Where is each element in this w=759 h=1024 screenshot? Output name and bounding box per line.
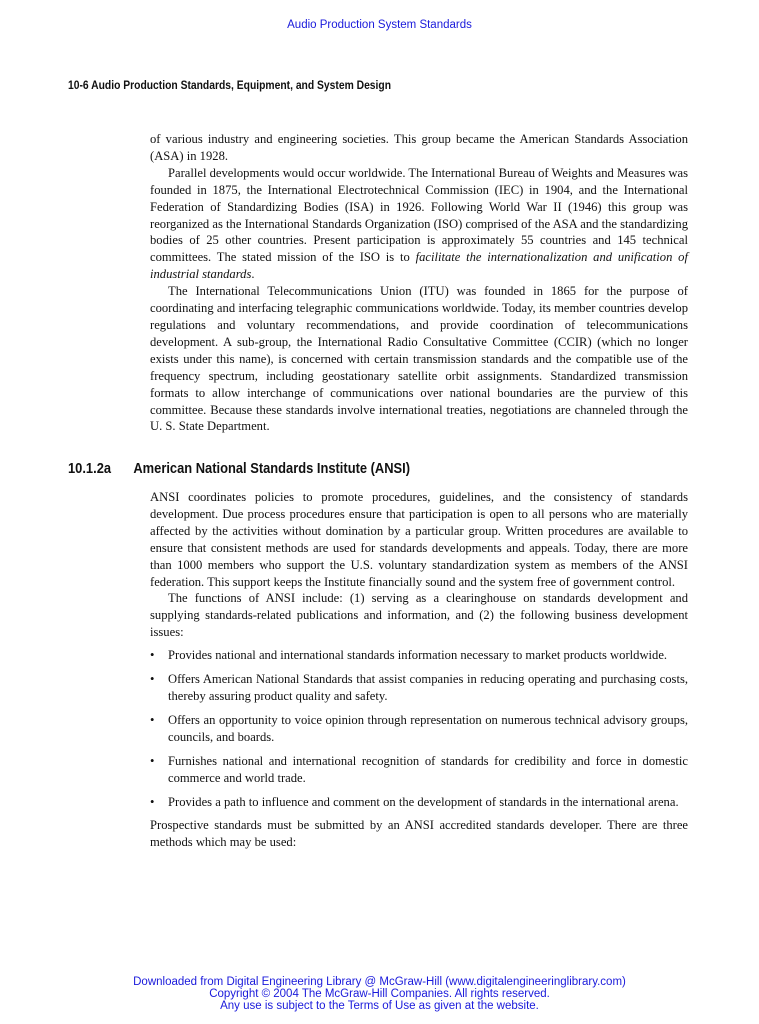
bullet-list bbox=[150, 647, 688, 810]
bullet-icon: • bbox=[150, 753, 155, 768]
list-item-text: Offers American National Standards that assist companies in reducing operating and purchasing costs, thereby assuring product quality and safety. bbox=[168, 672, 688, 703]
list-item bbox=[150, 647, 688, 664]
paragraph-closing: Prospective standards must be submitted by an ANSI accredited standards developer. There are three methods which may be used: bbox=[150, 818, 688, 850]
paragraph-itu: The International Telecommunications Union (ITU) was founded in 1865 for the purpose of coordinating and interfacing telegraphic communications worldwide. Today, its member countries develop regulations and voluntary recommendations, and provide coordination of telecommunications development. A sub-group, the International Radio Consultative Committee (CCIR) (which no longer exists under this name), is concerned with certain transmission standards and the compatible use of the frequency spectrum, including geostationary satellite orbit assignments. Standardized transmission formats to allow interchange of communications over national boundaries are the purview of this committee. Because these standards involve international treaties, negotiations are channeled through the U. S. State Department. bbox=[150, 284, 688, 434]
body-text-block-b bbox=[150, 489, 688, 851]
footer-copyright: Copyright © 2004 The McGraw-Hill Companies. All rights reserved. bbox=[209, 988, 550, 1000]
footer-notice[interactable] bbox=[0, 976, 759, 1012]
running-head: 10-6 Audio Production Standards, Equipment, and System Design bbox=[68, 78, 392, 92]
list-item-text: Provides national and international standards information necessary to market products worldwide. bbox=[168, 648, 668, 663]
bullet-icon: • bbox=[150, 648, 155, 663]
body-text-block-a bbox=[150, 131, 688, 435]
list-item bbox=[150, 712, 688, 746]
section-number: 10.1.2a bbox=[68, 460, 112, 477]
bullet-icon: • bbox=[150, 712, 155, 727]
paragraph-asa: of various industry and engineering societies. This group became the American Standards Association (ASA) in 1928. bbox=[150, 132, 688, 163]
list-item-text: Furnishes national and international recognition of standards for credibility and force in domestic commerce and world trade. bbox=[168, 753, 688, 785]
list-item-text: Provides a path to influence and comment on the development of standards in the international arena. bbox=[168, 794, 679, 809]
footer-terms-link[interactable]: Any use is subject to the Terms of Use as given at the website. bbox=[220, 1000, 539, 1012]
iso-mission-italic: facilitate the internationalization and unification of industrial standards bbox=[150, 250, 688, 282]
section-heading bbox=[68, 460, 410, 477]
list-item bbox=[150, 753, 688, 787]
paragraph-ansi-coordination: ANSI coordinates policies to promote procedures, guidelines, and the consistency of standards development. Due process procedures ensure that participation is open to all persons who are materially affected by the activities without domination by a particular group. Written procedures are available to ensure that consistent methods are used for standards developments and appeals. Today, there are more than 1000 members who support the U.S. voluntary standardization system as members of the ANSI federation. This support keeps the Institute financially sound and the system free of government control. bbox=[150, 490, 688, 589]
list-item bbox=[150, 794, 688, 811]
bullet-icon: • bbox=[150, 794, 155, 809]
section-title: American National Standards Institute (ANSI) bbox=[133, 460, 411, 477]
iso-text-end: . bbox=[251, 267, 255, 282]
paragraph-iso bbox=[150, 165, 688, 283]
top-header-link[interactable]: Audio Production System Standards bbox=[287, 19, 472, 31]
list-item-text: Offers an opportunity to voice opinion through representation on numerous technical advisory groups, councils, and boards. bbox=[168, 712, 688, 744]
footer-download-link[interactable]: Downloaded from Digital Engineering Library @ McGraw-Hill (www.digitalengineeringlibrary.com) bbox=[133, 976, 626, 988]
bullet-icon: • bbox=[150, 672, 155, 687]
list-item bbox=[150, 671, 688, 705]
paragraph-ansi-functions: The functions of ANSI include: (1) serving as a clearinghouse on standards development and supplying standards-related publications and information, and (2) the following business development issues: bbox=[150, 591, 688, 640]
iso-text: Parallel developments would occur worldwide. The International Bureau of Weights and Measures was founded in 1875, the International Electrotechnical Commission (IEC) in 1904, and the International Federation of Standardizing Bodies (ISA) in 1926. Following World War II (1946) this group was reorganized as the International Standards Organization (ISO) comprised of the ASA and the standardizing bodies of 25 other countries. Present participation is approximately 55 countries and 145 technical committees. The stated mission of the ISO is to bbox=[150, 165, 688, 265]
